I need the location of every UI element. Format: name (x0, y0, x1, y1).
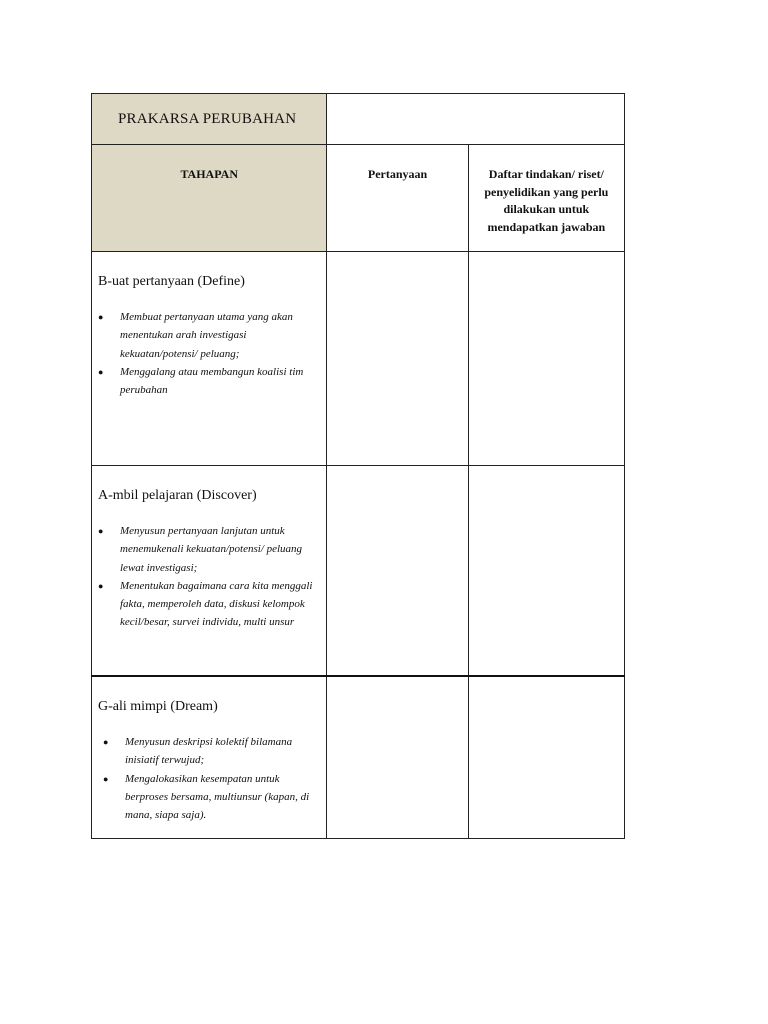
header-stage: TAHAPAN (180, 167, 238, 181)
stage-title: G-ali mimpi (Dream) (98, 699, 218, 714)
bullet-list (92, 308, 326, 399)
actions-cell[interactable] (468, 252, 624, 466)
header-questions-cell (327, 145, 468, 252)
bullet-text: Mengalokasikan kesempatan untuk berproses bersama, multiunsur (kapan, di mana, siapa saja). (125, 772, 310, 822)
stage-cell (92, 252, 327, 466)
header-questions: Pertanyaan (367, 167, 428, 181)
stage-cell (92, 466, 327, 677)
actions-cell[interactable] (468, 676, 624, 839)
actions-cell[interactable] (468, 466, 624, 677)
list-item (92, 363, 326, 400)
list-item (92, 577, 326, 632)
bullet-list (92, 522, 326, 632)
list-item (92, 308, 326, 363)
bullet-list (92, 733, 326, 824)
stage-title: B-uat pertanyaan (Define) (98, 274, 245, 289)
list-item (92, 522, 326, 577)
bullet-icon: ● (98, 580, 104, 591)
prakarsa-table (91, 93, 625, 839)
header-actions: Daftar tindakan/ riset/ penyelidikan yang perlu dilakukan untuk mendapatkan jawaban (484, 167, 609, 234)
questions-cell[interactable] (327, 252, 468, 466)
bullet-icon: ● (103, 773, 109, 784)
bullet-icon: ● (98, 366, 104, 377)
bullet-icon: ● (98, 312, 104, 322)
questions-cell[interactable] (327, 676, 468, 839)
header-stage-cell (92, 145, 327, 252)
header-row (92, 145, 625, 252)
table-row (92, 676, 625, 839)
bullet-icon: ● (103, 737, 109, 747)
bullet-text: Membuat pertanyaan utama yang akan menentukan arah investigasi kekuatan/potensi/ peluang; (120, 311, 293, 360)
bullet-text: Menggalang atau membangun koalisi tim perubahan (120, 365, 304, 397)
table-row (92, 466, 625, 677)
bullet-text: Menyusun pertanyaan lanjutan untuk menemukenali kekuatan/potensi/ peluang lewat investigasi; (120, 525, 303, 574)
list-item (92, 770, 326, 825)
stage-title: A-mbil pelajaran (Discover) (98, 488, 257, 503)
table-title: PRAKARSA PERUBAHAN (92, 94, 327, 145)
bullet-text: Menentukan bagaimana cara kita menggali fakta, memperoleh data, diskusi kelompok kecil/besar, survei individu, multi unsur (120, 579, 313, 629)
title-empty-cell (327, 94, 625, 145)
bullet-icon: ● (98, 526, 104, 536)
header-actions-cell (468, 145, 624, 252)
bullet-text: Menyusun deskripsi kolektif bilamana inisiatif terwujud; (125, 736, 293, 767)
list-item (92, 733, 326, 770)
title-row (92, 94, 625, 145)
questions-cell[interactable] (327, 466, 468, 677)
stage-cell (92, 676, 327, 839)
table-row (92, 252, 625, 466)
